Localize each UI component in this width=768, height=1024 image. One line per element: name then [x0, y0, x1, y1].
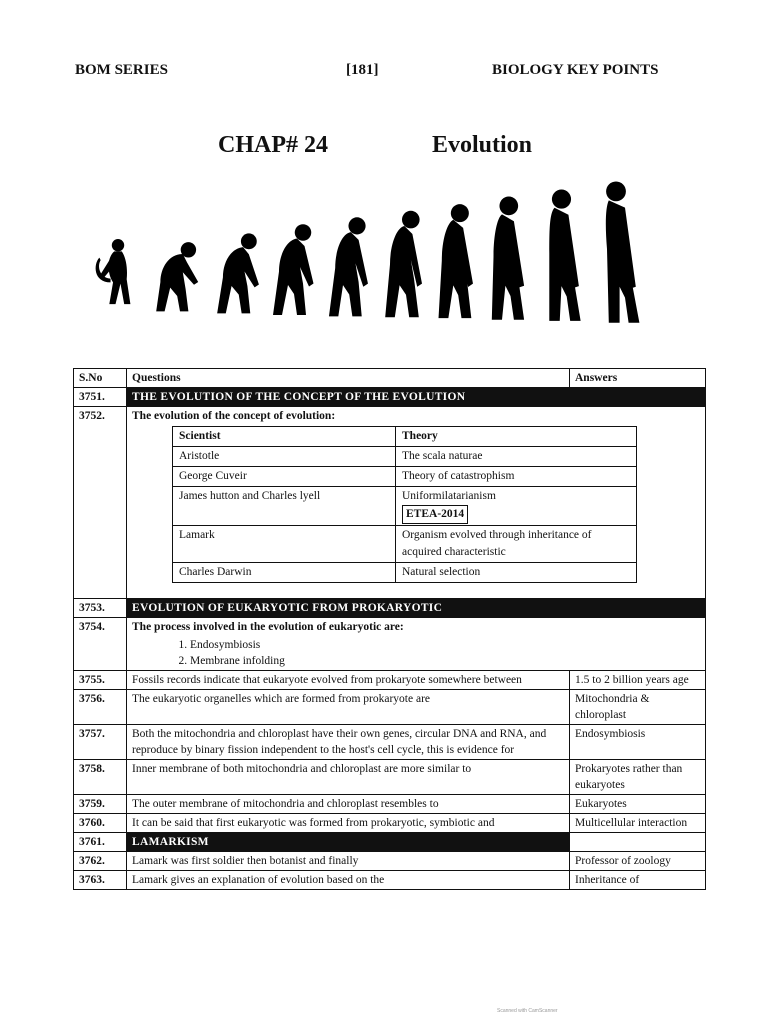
row-number: 3762.	[74, 852, 127, 871]
table-row	[74, 618, 706, 671]
section-title-fill	[570, 388, 706, 407]
question-text: The eukaryotic organelles which are formed from prokaryote are	[127, 690, 570, 725]
questions-table	[73, 368, 706, 890]
section-title: THE EVOLUTION OF THE CONCEPT OF THE EVOLUTION	[127, 388, 570, 407]
question-text: Inner membrane of both mitochondria and chloroplast are more similar to	[127, 760, 570, 795]
silhouette-9	[549, 190, 580, 321]
table-row	[74, 690, 706, 725]
silhouette-3	[217, 233, 259, 313]
table-row	[74, 871, 706, 890]
question-text: Lamark gives an explanation of evolution based on the	[127, 871, 570, 890]
question-text: The evolution of the concept of evolution:	[132, 410, 336, 422]
answer-text: Inheritance of	[570, 871, 706, 890]
answer-empty	[570, 833, 706, 852]
answer-text: 1.5 to 2 billion years age	[570, 671, 706, 690]
theory-name: The scala naturae	[396, 447, 637, 467]
silhouette-10	[606, 182, 640, 323]
scientist-header: Scientist	[173, 427, 396, 447]
answer-text: Professor of zoology	[570, 852, 706, 871]
silhouette-1	[96, 239, 131, 304]
scientist-name: Charles Darwin	[173, 563, 396, 583]
answer-text: Mitochondria & chloroplast	[570, 690, 706, 725]
chapter-name: Evolution	[432, 132, 533, 158]
section-title: LAMARKISM	[127, 833, 570, 852]
question-text: The process involved in the evolution of eukaryotic are:	[132, 621, 404, 633]
row-number: 3758.	[74, 760, 127, 795]
table-row	[74, 388, 706, 407]
scientist-name: Aristotle	[173, 447, 396, 467]
silhouette-6	[385, 211, 422, 317]
row-number: 3752.	[74, 407, 127, 599]
scientist-name: James hutton and Charles lyell	[173, 487, 396, 526]
question-cell	[127, 407, 706, 599]
scientist-theory-table	[172, 426, 637, 583]
col-sno-header: S.No	[74, 369, 127, 388]
table-row	[74, 599, 706, 618]
row-number: 3761.	[74, 833, 127, 852]
table-row	[74, 795, 706, 814]
question-text: Lamark was first soldier then botanist and finally	[127, 852, 570, 871]
question-text: It can be said that first eukaryotic was formed from prokaryotic, symbiotic and	[127, 814, 570, 833]
exam-tag: ETEA-2014	[402, 505, 468, 524]
evolution-silhouettes-image	[88, 180, 668, 330]
scientist-name: Lamark	[173, 526, 396, 563]
header-series: BOM SERIES	[75, 62, 168, 78]
row-number: 3763.	[74, 871, 127, 890]
chapter-number: CHAP# 24	[218, 132, 328, 158]
question-cell	[127, 618, 706, 671]
col-answers-header: Answers	[570, 369, 706, 388]
row-number: 3760.	[74, 814, 127, 833]
inner-row	[173, 487, 637, 526]
inner-row	[173, 563, 637, 583]
row-number: 3755.	[74, 671, 127, 690]
section-title: EVOLUTION OF EUKARYOTIC FROM PROKARYOTIC	[127, 599, 570, 618]
answer-text: Multicellular interaction	[570, 814, 706, 833]
question-text: The outer membrane of mitochondria and chloroplast resembles to	[127, 795, 570, 814]
table-row	[74, 760, 706, 795]
theory-name: Natural selection	[396, 563, 637, 583]
col-questions-header: Questions	[127, 369, 570, 388]
section-title-fill	[570, 599, 706, 618]
table-row	[74, 407, 706, 599]
row-number: 3757.	[74, 725, 127, 760]
answer-text: Prokaryotes rather than eukaryotes	[570, 760, 706, 795]
inner-header-row	[173, 427, 637, 447]
question-text: Fossils records indicate that eukaryote evolved from prokaryote somewhere between	[127, 671, 570, 690]
theory-header: Theory	[396, 427, 637, 447]
table-row	[74, 833, 706, 852]
table-header-row	[74, 369, 706, 388]
silhouette-2	[156, 242, 198, 311]
theory-name: Theory of catastrophism	[396, 467, 637, 487]
table-row	[74, 814, 706, 833]
silhouette-5	[329, 217, 368, 316]
theory-name: Uniformilatarianism	[402, 490, 496, 502]
scanner-watermark: Scanned with CamScanner	[497, 1008, 558, 1014]
row-number: 3753.	[74, 599, 127, 618]
answer-text: Endosymbiosis	[570, 725, 706, 760]
inner-row	[173, 447, 637, 467]
inner-row	[173, 467, 637, 487]
question-text: Both the mitochondria and chloroplast have their own genes, circular DNA and RNA, and reproduce by binary fission independent to the host's cell cycle, this is evidence for	[127, 725, 570, 760]
process-list	[132, 637, 700, 669]
header-subject: BIOLOGY KEY POINTS	[492, 62, 659, 78]
answer-text: Eukaryotes	[570, 795, 706, 814]
header-page-number: [181]	[346, 62, 379, 78]
inner-row	[173, 526, 637, 563]
silhouette-8	[492, 197, 524, 320]
row-number: 3751.	[74, 388, 127, 407]
list-item: 2. Membrane infolding	[190, 653, 700, 669]
silhouette-4	[273, 224, 314, 315]
row-number: 3756.	[74, 690, 127, 725]
theory-cell	[396, 487, 637, 526]
theory-name: Organism evolved through inheritance of acquired characteristic	[396, 526, 637, 563]
list-item: 1. Endosymbiosis	[190, 637, 700, 653]
table-row	[74, 725, 706, 760]
row-number: 3754.	[74, 618, 127, 671]
row-number: 3759.	[74, 795, 127, 814]
scientist-name: George Cuveir	[173, 467, 396, 487]
table-row	[74, 671, 706, 690]
silhouette-7	[439, 204, 473, 318]
table-row	[74, 852, 706, 871]
